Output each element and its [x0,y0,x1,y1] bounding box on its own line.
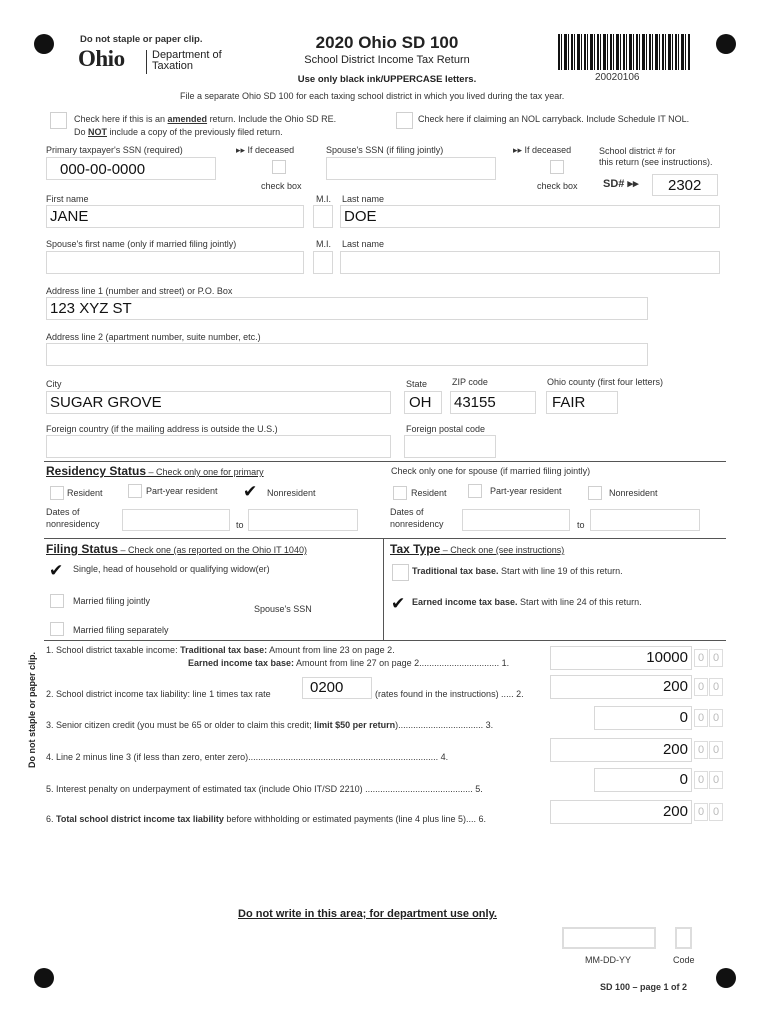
line3-cents-2[interactable]: 0 [709,709,723,727]
line1-b-post: Amount from line 27 on page 2................................ 1. [294,658,510,668]
line1-text-b [188,658,509,668]
traditional-rest: Start with line 19 of this return. [498,566,623,576]
nonresident-label: Nonresident [267,488,316,498]
amended-checkbox[interactable] [50,112,67,129]
city-label: City [46,379,62,389]
last-name-label: Last name [342,194,385,204]
department-name [152,50,222,72]
filing-divider [44,538,726,539]
foreign-postal-field[interactable] [404,435,496,458]
line6-text [46,814,486,824]
registration-mark-top-right [716,34,736,54]
line4-cents-1[interactable]: 0 [694,741,708,759]
line1-a-post: Amount from line 23 on page 2. [267,645,395,655]
department-use-note: Do not write in this area; for department use only. [238,908,497,920]
date-label: MM-DD-YY [585,955,631,965]
county-value: FAIR [552,394,586,411]
nonresidency-to-field[interactable] [248,509,358,531]
address-line2-label: Address line 2 (apartment number, suite number, etc.) [46,332,261,342]
line1-value: 10000 [646,649,688,666]
taxtype-subtitle: – Check one (see instructions) [440,545,565,555]
lines-divider [44,640,726,641]
joint-label: Married filing jointly [73,596,151,606]
amended-note-post: include a copy of the previously filed return. [107,127,283,137]
line2-text: 2. School district income tax liability: line 1 times tax rate [46,689,271,699]
school-district-label-2: this return (see instructions). [599,157,713,167]
line4-value: 200 [662,741,688,758]
form-subtitle: School District Income Tax Return [304,54,470,66]
line1-cents-2[interactable]: 0 [709,649,723,667]
spouse-deceased-label [513,145,571,156]
nonresident-checkmark-icon[interactable]: ✔ [243,482,258,501]
line3-bold: limit $50 per return [314,720,396,730]
spouse-dates-label-1: Dates of [390,507,424,517]
spouse-part-year-checkbox[interactable] [468,484,482,498]
spouse-mi-field[interactable] [313,251,333,274]
amended-post: return. Include the Ohio SD RE. [207,114,337,124]
taxtype-title-text: Tax Type [390,542,441,556]
single-checkmark-icon[interactable]: ✔ [49,561,64,580]
earned-rest: Start with line 24 of this return. [517,597,642,607]
residency-title-text: Residency Status [46,464,147,478]
traditional-checkbox[interactable] [392,564,409,581]
line5-cents-1[interactable]: 0 [694,771,708,789]
separate-note: File a separate Ohio SD 100 for each taxing school district in which you lived during the tax year. [180,91,565,101]
department-code-field [675,927,692,949]
joint-spouse-ssn-label: Spouse's SSN [254,604,312,614]
sd-prefix-text: SD# [603,178,625,190]
staple-note: Do not staple or paper clip. [80,34,203,45]
line6-cents-2[interactable]: 0 [709,803,723,821]
line3-text [46,720,493,730]
spouse-ssn-label: Spouse's SSN (if filing jointly) [326,145,444,155]
check-box-label: check box [261,181,302,191]
part-year-checkbox[interactable] [128,484,142,498]
ssn-label: Primary taxpayer's SSN (required) [46,145,183,155]
residency-spouse-subtitle: Check only one for spouse (if married filing jointly) [391,466,591,476]
spouse-first-name-label: Spouse's first name (only if married filing jointly) [46,239,237,249]
spouse-nonresident-label: Nonresident [609,488,658,498]
earned-label [412,597,642,607]
spouse-mi-label: M.I. [316,239,331,249]
zip-label: ZIP code [452,377,488,387]
address-line1-label: Address line 1 (number and street) or P.O. Box [46,286,233,296]
spouse-dates-label-2: nonresidency [390,519,444,529]
spouse-nonresidency-to-field[interactable] [590,509,700,531]
registration-mark-bottom-right [716,968,736,988]
line1-text-a [46,645,395,655]
city-value: SUGAR GROVE [50,394,162,411]
taxtype-title [390,542,564,556]
spouse-first-name-field[interactable] [46,251,304,274]
first-name-value: JANE [50,208,89,225]
foreign-country-field[interactable] [46,435,391,458]
spouse-part-year-label: Part-year resident [490,486,562,496]
line3-cents-1[interactable]: 0 [694,709,708,727]
line4-cents-2[interactable]: 0 [709,741,723,759]
line5-cents-2[interactable]: 0 [709,771,723,789]
line6-bold: Total school district income tax liability [56,814,224,824]
line2-post: (rates found in the instructions) ..... 2. [375,689,524,699]
foreign-postal-label: Foreign postal code [406,424,486,434]
separate-checkbox[interactable] [50,622,64,636]
amended-note-not: NOT [88,127,108,137]
line5-text: 5. Interest penalty on underpayment of estimated tax (include Ohio IT/SD 2210) ........................................... 5. [46,784,483,794]
resident-checkbox[interactable] [50,486,64,500]
line3-post: ).................................. 3. [395,720,494,730]
logo-divider [146,50,147,74]
nonresidency-from-field[interactable] [122,509,230,531]
address-line1-field[interactable] [46,297,648,320]
line1-earned-bold: Earned income tax base: [188,658,295,668]
line3-pre: 3. Senior citizen credit (you must be 65 or older to claim this credit; [46,720,315,730]
line2-value: 200 [662,678,688,695]
nol-checkbox[interactable] [396,112,413,129]
spouse-resident-checkbox[interactable] [393,486,407,500]
filing-title-text: Filing Status [46,542,118,556]
line6-cents-1[interactable]: 0 [694,803,708,821]
residency-subtitle: – Check only one for primary [146,467,264,477]
traditional-bold: Traditional tax base. [412,566,499,576]
ink-note: Use only black ink/UPPERCASE letters. [297,74,477,85]
spouse-dates-to-label: to [577,520,585,530]
spouse-ssn-field[interactable] [326,157,496,180]
filing-subtitle: – Check one (as reported on the Ohio IT 1040) [118,545,307,555]
line6-post: before withholding or estimated payments (line 4 plus line 5).... 6. [223,814,487,824]
earned-checkmark-icon[interactable]: ✔ [391,594,406,613]
side-staple-note: Do not staple or paper clip. [27,652,37,769]
ohio-logo: Ohio [78,46,125,71]
last-name-value: DOE [344,208,377,225]
dates-label-2: nonresidency [46,519,100,529]
filing-title [46,542,307,556]
address-line2-field[interactable] [46,343,648,366]
sd-prefix: SD# ▸▸ [603,178,639,190]
separate-label: Married filing separately [73,625,169,635]
spouse-deceased-arrows: ▸▸ [513,145,525,155]
amended-word: amended [167,114,208,124]
code-label: Code [673,955,695,965]
zip-value: 43155 [454,394,496,411]
first-name-label: First name [46,194,89,204]
form-code: 20020106 [595,72,640,83]
single-label: Single, head of household or qualifying widow(er) [73,564,270,574]
spouse-nonresident-checkbox[interactable] [588,486,602,500]
barcode [558,34,690,70]
filing-vertical-divider [383,538,384,640]
mi-field[interactable] [313,205,333,228]
line4-text: 4. Line 2 minus line 3 (if less than zero, enter zero)............................................................................ 4. [46,752,449,762]
line6-pre: 6. [46,814,57,824]
state-value: OH [409,394,432,411]
part-year-label: Part-year resident [146,486,218,496]
amended-note-pre: Do [74,127,89,137]
nol-text: Check here if claiming an NOL carryback. Include Schedule IT NOL. [418,114,690,124]
earned-bold: Earned income tax base. [412,597,518,607]
line1-pre: 1. School district taxable income: [46,645,181,655]
amended-pre: Check here if this is an [74,114,168,124]
line2-cents-1[interactable]: 0 [694,678,708,696]
county-label: Ohio county (first four letters) [547,377,664,387]
line6-value: 200 [662,803,688,820]
registration-mark-top-left [34,34,54,54]
traditional-label [412,566,623,576]
residency-title [46,464,264,478]
school-district-value: 2302 [668,177,702,194]
amended-note [74,127,283,137]
spouse-deceased-text: If deceased [524,145,572,155]
resident-label: Resident [67,488,103,498]
form-title: 2020 Ohio SD 100 [315,33,459,52]
spouse-check-box-label: check box [537,181,578,191]
department-line-2: Taxation [152,60,193,72]
ssn-value: 000-00-0000 [60,161,146,178]
dates-to-label: to [236,520,244,530]
deceased-label-text: If deceased [247,145,295,155]
spouse-last-name-label: Last name [342,239,385,249]
spouse-deceased-checkbox[interactable] [550,160,564,174]
line1-cents-1[interactable]: 0 [694,649,708,667]
school-district-label-1: School district # for [599,146,676,156]
line2-cents-2[interactable]: 0 [709,678,723,696]
dates-label-1: Dates of [46,507,80,517]
amended-text [74,114,336,124]
spouse-last-name-field[interactable] [340,251,720,274]
state-label: State [406,379,428,389]
spouse-resident-label: Resident [411,488,447,498]
last-name-field[interactable] [340,205,720,228]
registration-mark-bottom-left [34,968,54,988]
department-line-1: Department of [152,49,222,61]
joint-checkbox[interactable] [50,594,64,608]
deceased-label [236,145,294,156]
deceased-arrows: ▸▸ [236,145,248,155]
line1-traditional-bold: Traditional tax base: [180,645,268,655]
page-number: SD 100 – page 1 of 2 [600,982,688,992]
line5-value: 0 [679,771,688,788]
mi-label: M.I. [316,194,331,204]
line3-value: 0 [679,709,688,726]
line2-rate-value: 0200 [310,679,344,696]
address-line1-value: 123 XYZ ST [50,300,132,317]
spouse-nonresidency-from-field[interactable] [462,509,570,531]
deceased-checkbox[interactable] [272,160,286,174]
foreign-country-label: Foreign country (if the mailing address is outside the U.S.) [46,424,278,434]
department-date-field [562,927,656,949]
residency-divider [44,461,726,462]
